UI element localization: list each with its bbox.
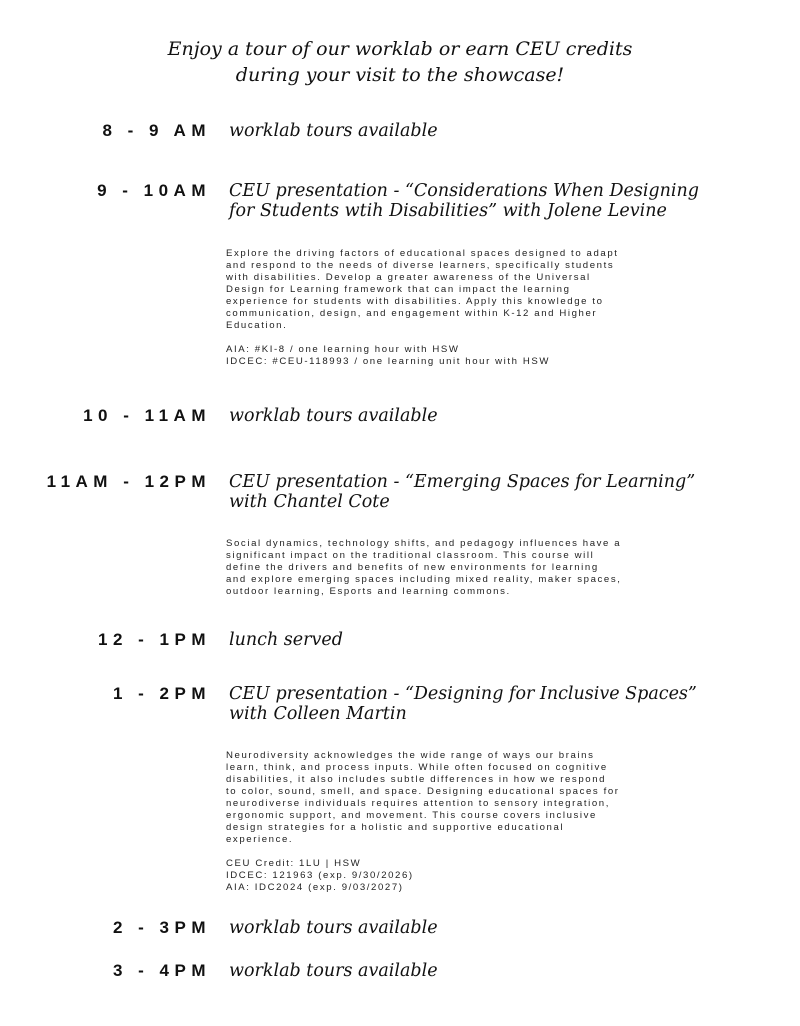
description-line: define the drivers and benefits of new environments for learning: [226, 562, 599, 573]
time-slot-11am-12pm: 11AM - 12PM: [46, 472, 211, 491]
event-description-11am-12pm: [226, 538, 726, 598]
description-line: Explore the driving factors of educational spaces designed to adapt: [226, 248, 619, 259]
description-line: disabilities, it also includes subtle differences in how we respond: [226, 774, 607, 785]
description-line: experience.: [226, 834, 294, 845]
event-title-line: lunch served: [229, 630, 343, 650]
event-title-9-10am: [229, 181, 789, 221]
credit-line: IDCEC: #CEU-118993 / one learning unit hour with HSW: [226, 356, 551, 367]
spacer: [226, 846, 726, 858]
description-line: design strategies for a holistic and supportive educational: [226, 822, 565, 833]
credit-line: AIA: IDC2024 (exp. 9/03/2027): [226, 882, 404, 893]
event-title-line: worklab tours available: [229, 961, 438, 981]
description-line: neurodiverse individuals requires attention to sensory integration,: [226, 798, 610, 809]
intro-heading: [0, 36, 800, 88]
event-title-line: CEU presentation - “Emerging Spaces for Learning”: [229, 472, 696, 492]
description-line: and explore emerging spaces including mixed reality, maker spaces,: [226, 574, 622, 585]
event-title-line: CEU presentation - “Considerations When Designing: [229, 181, 699, 201]
event-title-1-2pm: [229, 684, 789, 724]
description-line: with disabilities. Develop a greater awareness of the Universal: [226, 272, 591, 283]
spacer: [226, 332, 726, 344]
time-slot-1-2pm: 1 - 2PM: [112, 684, 211, 703]
description-line: Education.: [226, 320, 288, 331]
event-title-12-1pm: [229, 630, 789, 650]
description-line: outdoor learning, Esports and learning commons.: [226, 586, 511, 597]
time-slot-2-3pm: 2 - 3PM: [112, 918, 211, 937]
description-line: Social dynamics, technology shifts, and pedagogy influences have a: [226, 538, 622, 549]
description-line: ergonomic support, and movement. This course covers inclusive: [226, 810, 597, 821]
description-line: communication, design, and engagement within K-12 and Higher: [226, 308, 598, 319]
event-title-3-4pm: [229, 961, 789, 981]
description-line: to color, sound, smell, and space. Designing educational spaces for: [226, 786, 620, 797]
event-title-line: worklab tours available: [229, 121, 438, 141]
description-line: experience for students with disabilities. Apply this knowledge to: [226, 296, 604, 307]
event-description-1-2pm: [226, 750, 726, 894]
intro-line-1: Enjoy a tour of our worklab or earn CEU credits: [167, 38, 633, 60]
event-title-2-3pm: [229, 918, 789, 938]
description-line: learn, think, and process inputs. While often focused on cognitive: [226, 762, 608, 773]
description-line: Design for Learning framework that can impact the learning: [226, 284, 571, 295]
event-title-10-11am: [229, 406, 789, 426]
description-line: Neurodiversity acknowledges the wide range of ways our brains: [226, 750, 595, 761]
event-title-8-9am: [229, 121, 789, 141]
description-line: significant impact on the traditional classroom. This course will: [226, 550, 595, 561]
event-title-line: CEU presentation - “Designing for Inclusive Spaces”: [229, 684, 697, 704]
time-slot-8-9am: 8 - 9 AM: [102, 121, 211, 140]
intro-line-2: during your visit to the showcase!: [235, 64, 565, 86]
event-description-9-10am: [226, 248, 726, 368]
credit-line: IDCEC: 121963 (exp. 9/30/2026): [226, 870, 414, 881]
time-slot-10-11am: 10 - 11AM: [83, 406, 211, 425]
event-title-line: worklab tours available: [229, 406, 438, 426]
description-line: and respond to the needs of diverse learners, specifically students: [226, 260, 615, 271]
credit-line: CEU Credit: 1LU | HSW: [226, 858, 362, 869]
time-slot-12-1pm: 12 - 1PM: [98, 630, 211, 649]
event-title-line: for Students wtih Disabilities” with Jolene Levine: [229, 201, 667, 221]
event-title-line: with Colleen Martin: [229, 704, 407, 724]
event-title-line: with Chantel Cote: [229, 492, 390, 512]
event-title-line: worklab tours available: [229, 918, 438, 938]
credit-line: AIA: #KI-8 / one learning hour with HSW: [226, 344, 460, 355]
time-slot-9-10am: 9 - 10AM: [97, 181, 211, 200]
time-slot-3-4pm: 3 - 4PM: [112, 961, 211, 980]
event-title-11am-12pm: [229, 472, 789, 512]
